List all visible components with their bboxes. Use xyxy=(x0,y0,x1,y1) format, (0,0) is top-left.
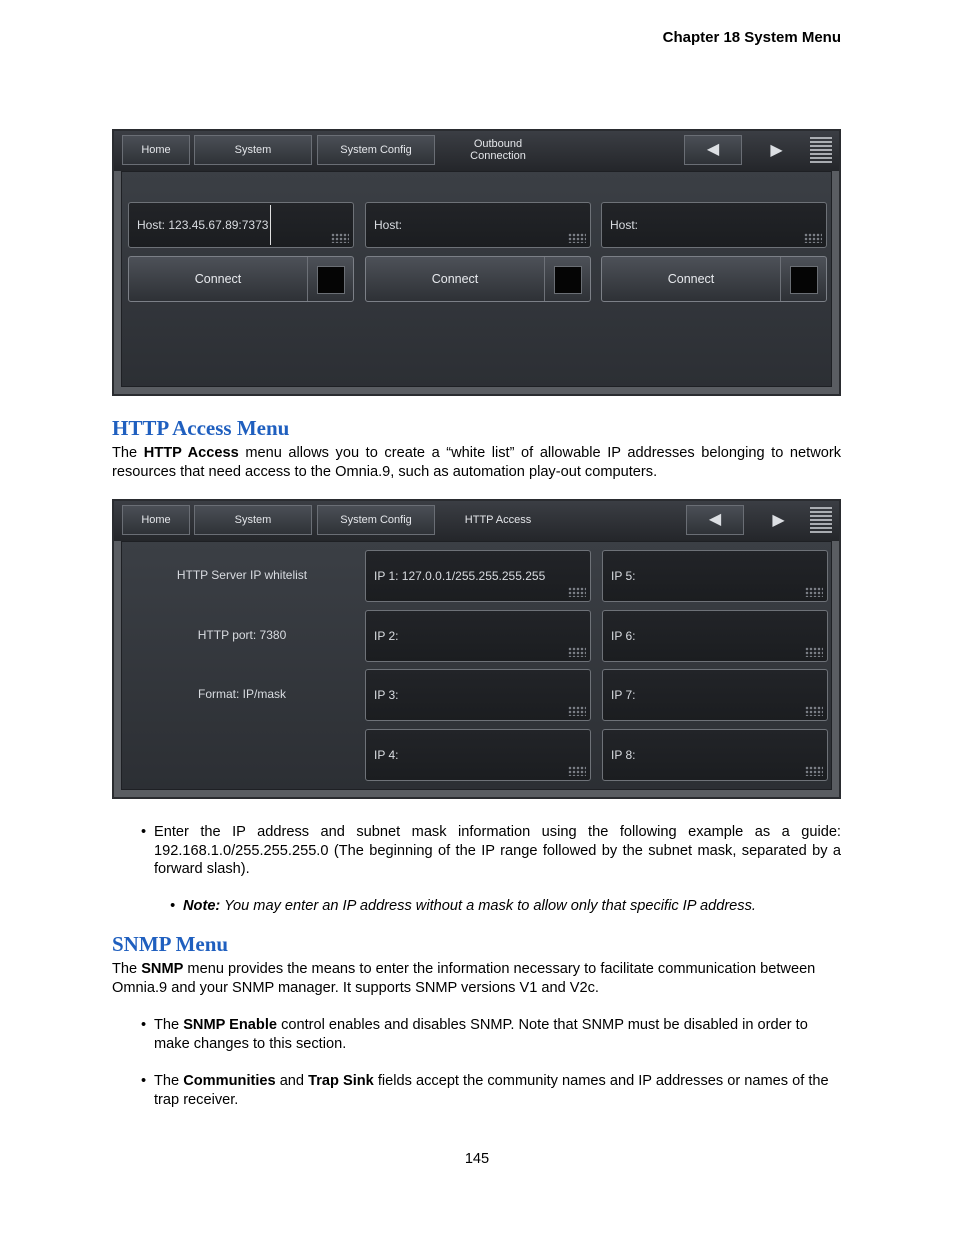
keypad-icon xyxy=(804,233,822,243)
system-config-button[interactable]: System Config xyxy=(317,135,435,165)
http-port-label: HTTP port: 7380 xyxy=(197,628,287,642)
home-button[interactable]: Home xyxy=(122,135,190,165)
communities-bullet xyxy=(141,1072,841,1109)
text: menu provides the means to enter the information necessary to facilitate communication between Omnia.9 and your SNMP manager. It supports SNMP versions V1 and V2c. xyxy=(112,961,816,996)
text: The xyxy=(154,1073,184,1089)
text: fields accept the community names and IP addresses or names of the trap receiver. xyxy=(154,1073,829,1108)
keypad-icon xyxy=(805,587,823,597)
bullet-text: Enter the IP address and subnet mask information using the following example as a guide: 192.168.1.0/255.255.255.0 (The beginning of the IP range followed by the subnet mask, separated by a forward slash). xyxy=(154,824,841,877)
snmp-heading: SNMP Menu xyxy=(112,932,229,956)
connect-button-3[interactable] xyxy=(601,256,827,302)
http-access-heading: HTTP Access Menu xyxy=(112,416,290,440)
ip-entry-bullet xyxy=(141,823,841,879)
status-indicator xyxy=(317,266,345,294)
forward-arrow-icon[interactable]: ▶ xyxy=(772,512,785,529)
host-field-2[interactable] xyxy=(365,202,591,248)
page-number: 145 xyxy=(464,1151,490,1167)
current-page-label: HTTP Access xyxy=(464,514,532,526)
connection-panel xyxy=(121,171,832,387)
ip-field-6[interactable] xyxy=(602,610,828,662)
keypad-icon xyxy=(568,647,586,657)
keypad-icon xyxy=(805,766,823,776)
forward-arrow-icon[interactable]: ▶ xyxy=(770,142,783,159)
http-access-paragraph xyxy=(112,444,841,481)
text: The xyxy=(154,1017,184,1033)
bold-text: SNMP xyxy=(141,961,184,977)
ip-label: IP 6: xyxy=(611,629,636,643)
format-label: Format: IP/mask xyxy=(197,687,286,701)
host-label: Host: xyxy=(137,218,166,232)
outbound-connection-screenshot xyxy=(112,129,841,396)
host-label: Host: xyxy=(610,218,639,232)
ip-label: IP 5: xyxy=(611,569,636,583)
bold-text: Communities xyxy=(183,1073,276,1089)
http-access-panel xyxy=(121,541,832,790)
ip-label: IP 3: xyxy=(374,688,399,702)
bullet-icon: • xyxy=(141,1017,147,1033)
keypad-icon xyxy=(805,706,823,716)
text-cursor xyxy=(270,205,271,245)
current-page-label: Outbound Connection xyxy=(470,138,526,162)
keypad-icon xyxy=(805,647,823,657)
ip-label: IP 4: xyxy=(374,748,399,762)
back-arrow-icon[interactable]: ◀ xyxy=(686,505,744,535)
host-field-1[interactable] xyxy=(128,202,354,248)
connect-button-2[interactable] xyxy=(365,256,591,302)
bullet-icon: • xyxy=(170,898,176,914)
bold-text: SNMP Enable xyxy=(183,1017,278,1033)
ip-field-2[interactable] xyxy=(365,610,591,662)
note-bullet xyxy=(170,897,841,916)
ip-label: IP 1: 127.0.0.1/255.255.255.255 xyxy=(374,569,546,583)
nav-bar xyxy=(114,131,839,171)
text: The xyxy=(112,961,142,977)
bold-text: HTTP Access xyxy=(143,445,239,461)
http-access-screenshot xyxy=(112,499,841,799)
connect-label: Connect xyxy=(431,272,479,286)
nav-bar xyxy=(114,501,839,541)
ip-field-3[interactable] xyxy=(365,669,591,721)
ip-field-1[interactable] xyxy=(365,550,591,602)
keypad-icon xyxy=(568,706,586,716)
note-label: Note: xyxy=(183,898,221,914)
whitelist-label: HTTP Server IP whitelist xyxy=(176,568,308,582)
bold-text: Trap Sink xyxy=(308,1073,374,1089)
system-button[interactable]: System xyxy=(194,505,312,535)
connect-label: Connect xyxy=(194,272,242,286)
keypad-icon xyxy=(568,766,586,776)
note-text: You may enter an IP address without a mask to allow only that specific IP address. xyxy=(220,898,756,914)
menu-icon[interactable] xyxy=(810,507,832,533)
ip-field-5[interactable] xyxy=(602,550,828,602)
snmp-paragraph xyxy=(112,960,841,997)
connect-label: Connect xyxy=(667,272,715,286)
menu-icon[interactable] xyxy=(810,137,832,163)
system-config-button[interactable]: System Config xyxy=(317,505,435,535)
snmp-enable-bullet xyxy=(141,1016,841,1053)
host-value: 123.45.67.89:7373 xyxy=(168,218,269,232)
home-button[interactable]: Home xyxy=(122,505,190,535)
ip-label: IP 2: xyxy=(374,629,399,643)
text: control enables and disables SNMP. Note that SNMP must be disabled in order to make changes to this section. xyxy=(154,1017,808,1052)
ip-field-4[interactable] xyxy=(365,729,591,781)
ip-label: IP 7: xyxy=(611,688,636,702)
host-label: Host: xyxy=(374,218,403,232)
text: and xyxy=(275,1073,309,1089)
back-arrow-icon[interactable]: ◀ xyxy=(684,135,742,165)
keypad-icon xyxy=(568,587,586,597)
ip-field-7[interactable] xyxy=(602,669,828,721)
connect-button-1[interactable] xyxy=(128,256,354,302)
bullet-icon: • xyxy=(141,1073,147,1089)
keypad-icon xyxy=(568,233,586,243)
host-field-3[interactable] xyxy=(601,202,827,248)
bullet-icon: • xyxy=(141,824,147,840)
chapter-header: Chapter 18 System Menu xyxy=(662,29,841,46)
ip-label: IP 8: xyxy=(611,748,636,762)
system-button[interactable]: System xyxy=(194,135,312,165)
ip-field-8[interactable] xyxy=(602,729,828,781)
text: The xyxy=(112,445,144,461)
status-indicator xyxy=(554,266,582,294)
status-indicator xyxy=(790,266,818,294)
text: menu allows you to create a “white list” of allowable IP addresses belonging to network resources that need access to the Omnia.9, such as automation play-out computers. xyxy=(112,445,842,480)
keypad-icon xyxy=(331,233,349,243)
